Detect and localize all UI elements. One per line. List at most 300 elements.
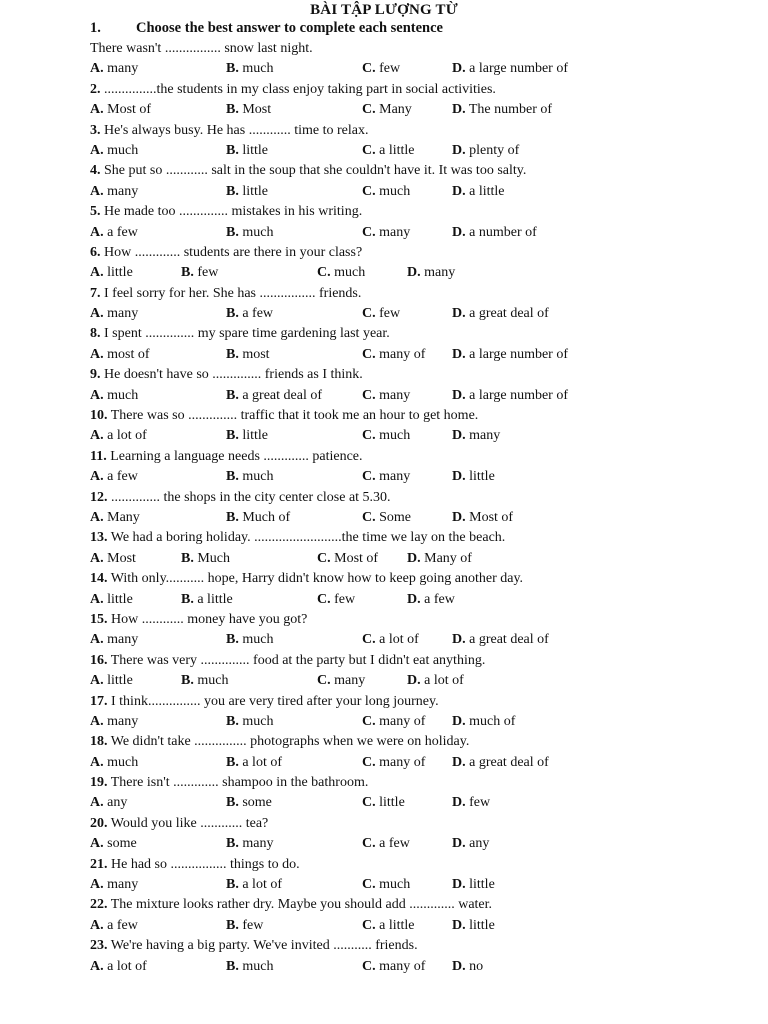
option-text: Many xyxy=(379,102,412,118)
question-text: .............. the shops in the city center close at 5.30. xyxy=(107,489,391,505)
question-text: Learning a language needs ............. patience. xyxy=(106,448,363,464)
option-letter: C. xyxy=(362,224,376,240)
option-d[interactable] xyxy=(407,549,472,569)
option-a[interactable] xyxy=(90,793,127,813)
option-text: many xyxy=(242,836,274,852)
option-a[interactable] xyxy=(90,834,137,854)
option-d[interactable] xyxy=(407,263,455,283)
option-letter: B. xyxy=(181,265,194,281)
option-text: Much of xyxy=(242,509,291,525)
option-c[interactable] xyxy=(317,590,355,610)
question-22 xyxy=(90,895,750,915)
option-text: much xyxy=(197,673,229,689)
option-letter: B. xyxy=(181,673,194,689)
option-text: a lot of xyxy=(242,754,282,770)
option-letter: D. xyxy=(452,713,466,729)
option-c[interactable] xyxy=(317,549,378,569)
option-c[interactable] xyxy=(362,834,410,854)
question-number: 11. xyxy=(90,448,107,464)
option-text: most of xyxy=(107,346,150,362)
question-text: There was so .............. traffic that it took me an hour to get home. xyxy=(107,408,479,424)
option-letter: A. xyxy=(90,142,104,158)
option-c[interactable] xyxy=(362,223,410,243)
option-text: much xyxy=(107,387,139,403)
option-letter: B. xyxy=(226,836,239,852)
question-1 xyxy=(90,39,750,59)
option-text: much xyxy=(379,877,411,893)
option-c[interactable] xyxy=(362,59,400,79)
option-letter: D. xyxy=(452,387,466,403)
option-d[interactable] xyxy=(407,590,455,610)
option-text: a few xyxy=(242,306,274,322)
option-b[interactable] xyxy=(226,100,271,120)
option-letter: D. xyxy=(452,224,466,240)
option-letter: A. xyxy=(90,469,104,485)
option-text: many xyxy=(379,469,411,485)
option-text: much of xyxy=(469,713,516,729)
question-15 xyxy=(90,610,750,630)
question-list xyxy=(90,39,750,977)
option-a[interactable] xyxy=(90,916,138,936)
option-c[interactable] xyxy=(362,100,412,120)
question-number: 6. xyxy=(90,244,101,260)
option-c[interactable] xyxy=(317,263,365,283)
options-row-9 xyxy=(90,386,750,406)
option-b[interactable] xyxy=(226,630,273,650)
option-a[interactable] xyxy=(90,59,138,79)
question-10 xyxy=(90,406,750,426)
option-d[interactable] xyxy=(452,508,513,528)
option-a[interactable] xyxy=(90,182,138,202)
option-letter: B. xyxy=(226,102,239,118)
question-14 xyxy=(90,569,750,589)
option-letter: C. xyxy=(362,102,376,118)
option-b[interactable] xyxy=(226,426,268,446)
option-d[interactable] xyxy=(452,141,519,161)
option-letter: D. xyxy=(407,265,421,281)
option-b[interactable] xyxy=(226,793,272,813)
option-letter: C. xyxy=(317,591,331,607)
option-letter: D. xyxy=(407,591,421,607)
question-text: With only........... hope, Harry didn't know how to keep going another day. xyxy=(107,571,524,587)
option-text: a little xyxy=(197,591,233,607)
option-letter: A. xyxy=(90,795,104,811)
question-number: 2. xyxy=(90,81,101,97)
question-text: I spent .............. my spare time gardening last year. xyxy=(100,326,390,342)
question-text: We had a boring holiday. .........................the time we lay on the beach. xyxy=(107,530,506,546)
option-letter: C. xyxy=(362,387,376,403)
question-text: We're having a big party. We've invited ........... friends. xyxy=(107,938,418,954)
option-c[interactable] xyxy=(362,467,410,487)
option-text: a lot of xyxy=(107,428,147,444)
option-text: few xyxy=(242,917,264,933)
option-letter: A. xyxy=(90,183,104,199)
question-number: 5. xyxy=(90,204,101,220)
option-b[interactable] xyxy=(226,753,282,773)
option-a[interactable] xyxy=(90,875,138,895)
option-b[interactable] xyxy=(181,549,230,569)
option-text: little xyxy=(469,877,495,893)
option-text: many xyxy=(107,183,139,199)
option-c[interactable] xyxy=(362,712,425,732)
option-letter: D. xyxy=(452,795,466,811)
option-text: many xyxy=(107,713,139,729)
option-letter: A. xyxy=(90,387,104,403)
option-text: much xyxy=(242,632,274,648)
option-letter: C. xyxy=(362,917,376,933)
option-letter: B. xyxy=(181,550,194,566)
option-text: Most xyxy=(107,550,136,566)
options-row-21 xyxy=(90,875,750,895)
option-b[interactable] xyxy=(226,59,273,79)
option-text: a few xyxy=(107,224,138,240)
option-c[interactable] xyxy=(362,793,405,813)
option-c[interactable] xyxy=(362,426,410,446)
option-letter: C. xyxy=(362,183,376,199)
option-c[interactable] xyxy=(317,671,365,691)
option-text: a large number of xyxy=(469,387,568,403)
option-a[interactable] xyxy=(90,753,138,773)
option-letter: C. xyxy=(362,346,376,362)
option-b[interactable] xyxy=(181,263,218,283)
option-letter: A. xyxy=(90,265,104,281)
option-text: many xyxy=(334,673,366,689)
option-letter: B. xyxy=(226,469,239,485)
option-b[interactable] xyxy=(226,916,263,936)
option-c[interactable] xyxy=(362,753,425,773)
option-letter: D. xyxy=(452,61,466,77)
question-16 xyxy=(90,651,750,671)
option-letter: D. xyxy=(452,877,466,893)
question-number: 17. xyxy=(90,693,108,709)
option-letter: A. xyxy=(90,836,104,852)
option-d[interactable] xyxy=(452,304,549,324)
option-text: many xyxy=(107,632,139,648)
option-c[interactable] xyxy=(362,875,410,895)
option-text: a lot of xyxy=(379,632,419,648)
option-text: much xyxy=(242,61,274,77)
option-b[interactable] xyxy=(226,223,273,243)
option-text: much xyxy=(107,142,139,158)
question-4 xyxy=(90,161,750,181)
option-letter: C. xyxy=(362,713,376,729)
option-d[interactable] xyxy=(452,712,515,732)
option-letter: D. xyxy=(452,509,466,525)
option-text: Most xyxy=(242,102,272,118)
option-letter: A. xyxy=(90,224,104,240)
option-d[interactable] xyxy=(452,223,537,243)
option-b[interactable] xyxy=(226,957,273,977)
option-b[interactable] xyxy=(226,386,322,406)
option-text: few xyxy=(197,265,219,281)
option-text: Many xyxy=(107,509,140,525)
option-text: little xyxy=(469,469,495,485)
option-letter: D. xyxy=(452,754,466,770)
options-row-11 xyxy=(90,467,750,487)
option-text: much xyxy=(242,713,274,729)
options-row-10 xyxy=(90,426,750,446)
option-a[interactable] xyxy=(90,671,133,691)
option-letter: D. xyxy=(452,428,466,444)
option-text: little xyxy=(107,673,133,689)
option-d[interactable] xyxy=(452,426,500,446)
option-letter: A. xyxy=(90,591,104,607)
option-d[interactable] xyxy=(452,875,495,895)
option-letter: A. xyxy=(90,428,104,444)
option-letter: B. xyxy=(226,713,239,729)
question-number: 23. xyxy=(90,938,108,954)
option-c[interactable] xyxy=(362,916,415,936)
option-a[interactable] xyxy=(90,304,138,324)
question-3 xyxy=(90,121,750,141)
question-text: He made too .............. mistakes in his writing. xyxy=(100,204,363,220)
option-d[interactable] xyxy=(407,671,464,691)
option-letter: D. xyxy=(452,102,466,118)
question-text: Would you like ............ tea? xyxy=(107,815,269,831)
option-letter: C. xyxy=(362,306,376,322)
options-row-18 xyxy=(90,753,750,773)
option-text: a few xyxy=(107,917,138,933)
option-letter: B. xyxy=(226,795,239,811)
option-text: little xyxy=(107,265,133,281)
option-text: a little xyxy=(379,142,415,158)
option-b[interactable] xyxy=(226,141,268,161)
option-d[interactable] xyxy=(452,59,568,79)
option-text: a great deal of xyxy=(242,387,323,403)
option-text: a large number of xyxy=(469,61,568,77)
option-letter: B. xyxy=(226,142,239,158)
option-a[interactable] xyxy=(90,508,140,528)
options-row-1 xyxy=(90,59,750,79)
option-text: any xyxy=(469,836,490,852)
options-row-6 xyxy=(90,263,750,283)
option-letter: D. xyxy=(452,142,466,158)
option-text: a great deal of xyxy=(469,306,549,322)
options-row-2 xyxy=(90,100,750,120)
option-letter: D. xyxy=(452,469,466,485)
page-title: BÀI TẬP LƯỢNG TỪ xyxy=(310,2,458,18)
option-text: many xyxy=(107,306,139,322)
option-letter: B. xyxy=(226,346,239,362)
option-text: a lot of xyxy=(107,958,147,974)
option-letter: B. xyxy=(226,183,239,199)
question-text: I feel sorry for her. She has ................ friends. xyxy=(100,285,362,301)
option-letter: C. xyxy=(362,877,376,893)
option-b[interactable] xyxy=(226,304,273,324)
option-a[interactable] xyxy=(90,223,138,243)
option-c[interactable] xyxy=(362,957,425,977)
question-text: How ............. students are there in your class? xyxy=(100,244,363,260)
option-a[interactable] xyxy=(90,426,147,446)
option-text: many of xyxy=(379,713,426,729)
question-9 xyxy=(90,365,750,385)
option-c[interactable] xyxy=(362,345,425,365)
option-text: a little xyxy=(469,183,505,199)
option-text: Some xyxy=(379,509,412,525)
option-text: Much xyxy=(197,550,231,566)
option-a[interactable] xyxy=(90,263,133,283)
options-row-13 xyxy=(90,549,750,569)
question-number: 3. xyxy=(90,122,101,138)
option-letter: C. xyxy=(362,795,376,811)
instruction-text: Choose the best answer to complete each sentence xyxy=(136,20,443,36)
option-c[interactable] xyxy=(362,386,410,406)
option-letter: A. xyxy=(90,673,104,689)
question-13 xyxy=(90,528,750,548)
question-23 xyxy=(90,936,750,956)
option-a[interactable] xyxy=(90,712,138,732)
options-row-15 xyxy=(90,630,750,650)
option-letter: B. xyxy=(226,958,239,974)
option-text: little xyxy=(242,142,269,158)
option-b[interactable] xyxy=(226,508,290,528)
option-b[interactable] xyxy=(181,590,233,610)
option-d[interactable] xyxy=(452,957,483,977)
question-text: There wasn't ................ snow last night. xyxy=(90,41,313,56)
option-a[interactable] xyxy=(90,549,136,569)
question-number: 12. xyxy=(90,489,108,505)
option-b[interactable] xyxy=(226,712,273,732)
options-row-23 xyxy=(90,957,750,977)
instruction-number: 1. xyxy=(90,20,101,36)
option-text: little xyxy=(107,591,133,607)
option-letter: B. xyxy=(226,428,239,444)
option-b[interactable] xyxy=(181,671,228,691)
option-d[interactable] xyxy=(452,386,568,406)
option-text: a little xyxy=(379,917,415,933)
option-letter: B. xyxy=(226,306,239,322)
option-text: a large number of xyxy=(469,346,568,362)
options-row-3 xyxy=(90,141,750,161)
option-letter: A. xyxy=(90,877,104,893)
option-letter: A. xyxy=(90,754,104,770)
option-a[interactable] xyxy=(90,141,138,161)
question-number: 21. xyxy=(90,856,108,872)
question-text: He doesn't have so .............. friends as I think. xyxy=(100,367,363,383)
option-d[interactable] xyxy=(452,630,549,650)
option-text: Most of xyxy=(107,102,152,118)
option-a[interactable] xyxy=(90,467,138,487)
option-letter: A. xyxy=(90,713,104,729)
instruction xyxy=(90,20,443,37)
option-letter: D. xyxy=(452,183,466,199)
question-number: 15. xyxy=(90,611,108,627)
options-row-17 xyxy=(90,712,750,732)
option-text: many xyxy=(379,224,411,240)
option-text: much xyxy=(107,754,139,770)
option-letter: B. xyxy=(181,591,194,607)
option-c[interactable] xyxy=(362,508,411,528)
option-d[interactable] xyxy=(452,753,549,773)
option-a[interactable] xyxy=(90,386,138,406)
option-c[interactable] xyxy=(362,304,400,324)
question-6 xyxy=(90,243,750,263)
option-c[interactable] xyxy=(362,141,415,161)
option-text: many xyxy=(424,265,456,281)
option-text: little xyxy=(469,917,495,933)
option-letter: C. xyxy=(362,469,376,485)
option-b[interactable] xyxy=(226,875,282,895)
option-text: many of xyxy=(379,958,426,974)
option-b[interactable] xyxy=(226,182,268,202)
question-text: He had so ................ things to do. xyxy=(107,856,300,872)
question-text: The mixture looks rather dry. Maybe you should add ............. water. xyxy=(107,897,493,913)
option-a[interactable] xyxy=(90,100,151,120)
option-letter: C. xyxy=(317,265,331,281)
option-text: much xyxy=(379,183,411,199)
question-number: 7. xyxy=(90,285,101,301)
question-number: 20. xyxy=(90,815,108,831)
options-row-16 xyxy=(90,671,750,691)
option-letter: A. xyxy=(90,346,104,362)
option-letter: A. xyxy=(90,61,104,77)
question-number: 16. xyxy=(90,652,108,668)
option-letter: D. xyxy=(452,836,466,852)
option-text: some xyxy=(107,836,137,852)
option-d[interactable] xyxy=(452,916,495,936)
option-text: many xyxy=(379,387,411,403)
option-d[interactable] xyxy=(452,182,505,202)
options-row-19 xyxy=(90,793,750,813)
option-a[interactable] xyxy=(90,630,138,650)
option-d[interactable] xyxy=(452,100,552,120)
question-21 xyxy=(90,855,750,875)
option-text: much xyxy=(242,958,274,974)
option-d[interactable] xyxy=(452,834,489,854)
option-a[interactable] xyxy=(90,590,133,610)
option-letter: B. xyxy=(226,61,239,77)
options-row-20 xyxy=(90,834,750,854)
question-number: 22. xyxy=(90,897,108,913)
option-letter: C. xyxy=(317,673,331,689)
question-number: 18. xyxy=(90,734,108,750)
options-row-22 xyxy=(90,916,750,936)
option-letter: B. xyxy=(226,632,239,648)
option-d[interactable] xyxy=(452,793,490,813)
option-letter: C. xyxy=(362,142,376,158)
question-17 xyxy=(90,692,750,712)
question-text: He's always busy. He has ............ time to relax. xyxy=(100,122,369,138)
option-text: little xyxy=(242,183,269,199)
option-text: no xyxy=(469,958,484,974)
option-c[interactable] xyxy=(362,182,410,202)
option-letter: B. xyxy=(226,754,239,770)
option-b[interactable] xyxy=(226,834,273,854)
option-a[interactable] xyxy=(90,345,150,365)
option-text: many of xyxy=(379,754,426,770)
option-d[interactable] xyxy=(452,345,568,365)
options-row-4 xyxy=(90,182,750,202)
option-letter: D. xyxy=(452,346,466,362)
option-text: a great deal of xyxy=(469,632,549,648)
option-text: few xyxy=(379,306,401,322)
option-c[interactable] xyxy=(362,630,419,650)
options-row-5 xyxy=(90,223,750,243)
option-letter: B. xyxy=(226,224,239,240)
option-letter: C. xyxy=(362,958,376,974)
option-b[interactable] xyxy=(226,467,273,487)
option-a[interactable] xyxy=(90,957,147,977)
option-d[interactable] xyxy=(452,467,495,487)
option-text: a few xyxy=(379,836,410,852)
question-text: There was very .............. food at the party but I didn't eat anything. xyxy=(107,652,486,668)
question-text: I think............... you are very tired after your long journey. xyxy=(107,693,439,709)
option-b[interactable] xyxy=(226,345,270,365)
question-20 xyxy=(90,814,750,834)
option-text: many xyxy=(107,61,139,77)
option-text: plenty of xyxy=(469,142,520,158)
option-text: few xyxy=(379,61,401,77)
